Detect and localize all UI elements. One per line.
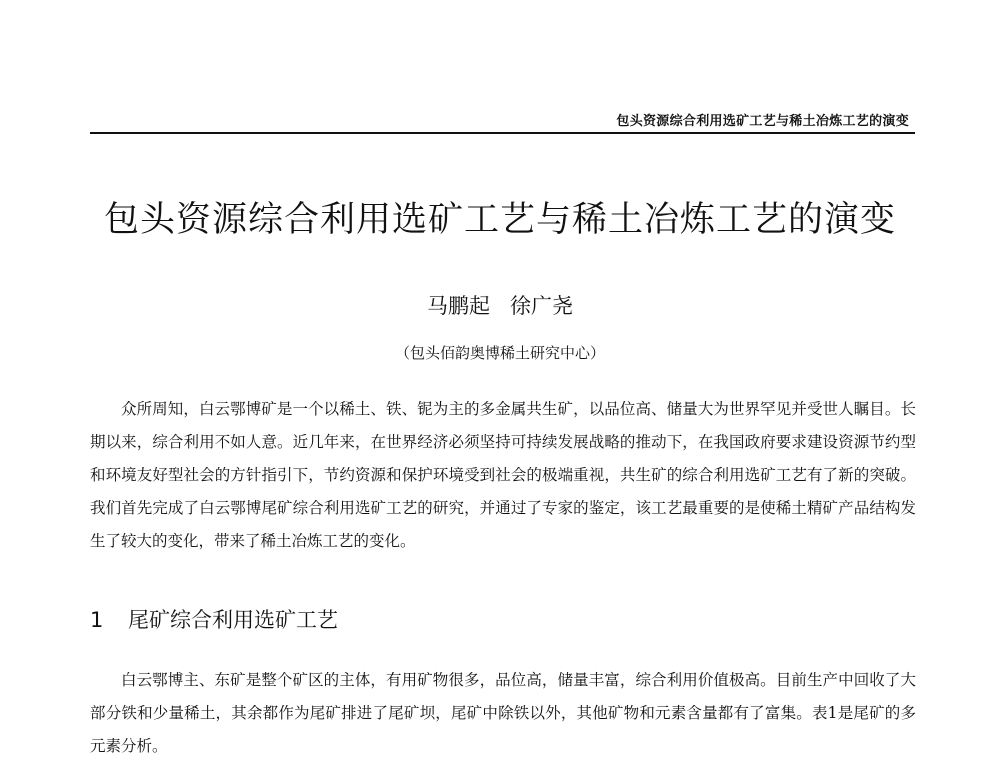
section-heading [90,604,338,634]
intro-paragraph: 众所周知，白云鄂博矿是一个以稀土、铁、铌为主的多金属共生矿，以品位高、储量大为世界罕见并受世人瞩目。长期以来，综合利用不如人意。近几年来，在世界经济必须坚持可持续发展战略的推动下，在我国政府要求建设资源节约型和环境友好型社会的方针指引下，节约资源和保护环境受到社会的极端重视，共生矿的综合利用选矿工艺有了新的突破。我们首先完成了白云鄂博尾矿综合利用选矿工艺的研究，并通过了专家的鉴定，该工艺最重要的是使稀土精矿产品结构发生了较大的变化，带来了稀土冶炼工艺的变化。 [90,400,916,550]
section-number: 1 [90,608,104,632]
article-affiliation: （包头佰韵奥博稀土研究中心） [394,344,605,362]
running-header [90,104,915,134]
section-title: 尾矿综合利用选矿工艺 [128,608,338,632]
running-header-title: 包头资源综合利用选矿工艺与稀土冶炼工艺的演变 [616,114,909,129]
article-title: 包头资源综合利用选矿工艺与稀土冶炼工艺的演变 [103,200,896,240]
article-authors: 马鹏起 徐广尧 [426,294,574,318]
section-paragraph: 白云鄂博主、东矿是整个矿区的主体，有用矿物很多，品位高，储量丰富，综合利用价值极高。目前生产中回收了大部分铁和少量稀土，其余都作为尾矿排进了尾矿坝，尾矿中除铁以外，其他矿物和元素含量都有了富集。表1是尾矿的多元素分析。 [90,671,916,755]
